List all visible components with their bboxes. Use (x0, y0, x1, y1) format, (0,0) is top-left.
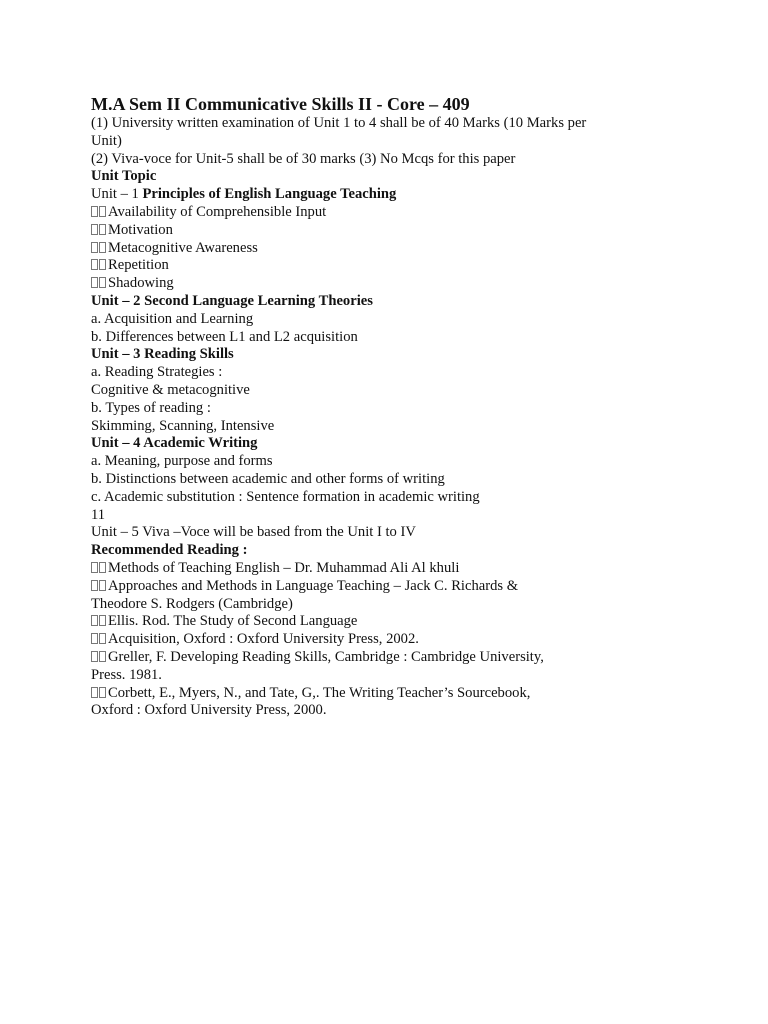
list-item: Cognitive & metacognitive (91, 381, 250, 398)
intro-line: (2) Viva-voce for Unit-5 shall be of 30 marks (3) No Mcqs for this paper (91, 150, 516, 167)
bullet-glyph-icon (91, 204, 107, 222)
reading-item (91, 578, 631, 596)
list-item: c. Academic substitution : Sentence formation in academic writing (91, 488, 480, 505)
list-item (91, 257, 631, 275)
bullet-glyph-icon (91, 578, 107, 596)
recommended-reading-heading: Recommended Reading : (91, 542, 248, 559)
intro-line: Unit) (91, 132, 122, 149)
bullet-glyph-icon (91, 275, 107, 293)
unit1-heading: Principles of English Language Teaching (142, 186, 397, 203)
list-item-text: Availability of Comprehensible Input (108, 203, 327, 220)
list-item-text: Shadowing (108, 275, 174, 292)
reading-item-text: Corbett, E., Myers, N., and Tate, G,. The Writing Teacher’s Sourcebook, (108, 684, 531, 701)
reading-item-text: Ellis. Rod. The Study of Second Language (108, 613, 358, 630)
page-number: 11 (91, 506, 106, 523)
document-content (91, 94, 631, 720)
reading-item-text: Methods of Teaching English – Dr. Muhammad Ali Al khuli (108, 559, 460, 576)
unit-topic-heading: Unit Topic (91, 168, 157, 185)
list-item: b. Differences between L1 and L2 acquisition (91, 328, 358, 345)
list-item: b. Types of reading : (91, 399, 211, 416)
unit4-heading: Unit – 4 Academic Writing (91, 435, 258, 452)
reading-item (91, 613, 631, 631)
list-item: a. Reading Strategies : (91, 364, 223, 381)
reading-item-continuation: Oxford : Oxford University Press, 2000. (91, 702, 327, 719)
bullet-glyph-icon (91, 631, 107, 649)
bullet-glyph-icon (91, 685, 107, 703)
list-item: a. Acquisition and Learning (91, 310, 254, 327)
bullet-glyph-icon (91, 257, 107, 275)
unit1-heading-line (91, 186, 631, 204)
reading-item-text: Greller, F. Developing Reading Skills, Cambridge : Cambridge University, (108, 648, 544, 665)
reading-item-continuation: Press. 1981. (91, 666, 162, 683)
bullet-glyph-icon (91, 613, 107, 631)
list-item: b. Distinctions between academic and other forms of writing (91, 470, 445, 487)
intro-line: (1) University written examination of Unit 1 to 4 shall be of 40 Marks (10 Marks per (91, 115, 587, 131)
list-item-text: Repetition (108, 257, 169, 274)
bullet-glyph-icon (91, 560, 107, 578)
unit2-heading: Unit – 2 Second Language Learning Theories (91, 292, 373, 309)
list-item-text: Motivation (108, 221, 173, 238)
list-item: a. Meaning, purpose and forms (91, 453, 273, 470)
bullet-glyph-icon (91, 649, 107, 667)
reading-item-text: Acquisition, Oxford : Oxford University Press, 2002. (108, 631, 419, 648)
list-item-text: Metacognitive Awareness (108, 239, 258, 256)
unit5-line: Unit – 5 Viva –Voce will be based from the Unit I to IV (91, 524, 416, 541)
list-item (91, 222, 631, 240)
reading-item-continuation: Theodore S. Rodgers (Cambridge) (91, 595, 293, 612)
reading-item (91, 631, 631, 649)
bullet-glyph-icon (91, 240, 107, 258)
reading-item (91, 560, 631, 578)
list-item (91, 240, 631, 258)
reading-item-text: Approaches and Methods in Language Teaching – Jack C. Richards & (108, 577, 519, 594)
page-title: M.A Sem II Communicative Skills II - Core – 409 (91, 94, 470, 114)
reading-item (91, 649, 631, 667)
list-item: Skimming, Scanning, Intensive (91, 417, 275, 434)
unit1-prefix: Unit – 1 (91, 186, 143, 203)
bullet-glyph-icon (91, 222, 107, 240)
reading-item (91, 685, 631, 703)
list-item (91, 275, 631, 293)
unit3-heading: Unit – 3 Reading Skills (91, 346, 234, 363)
list-item (91, 204, 631, 222)
